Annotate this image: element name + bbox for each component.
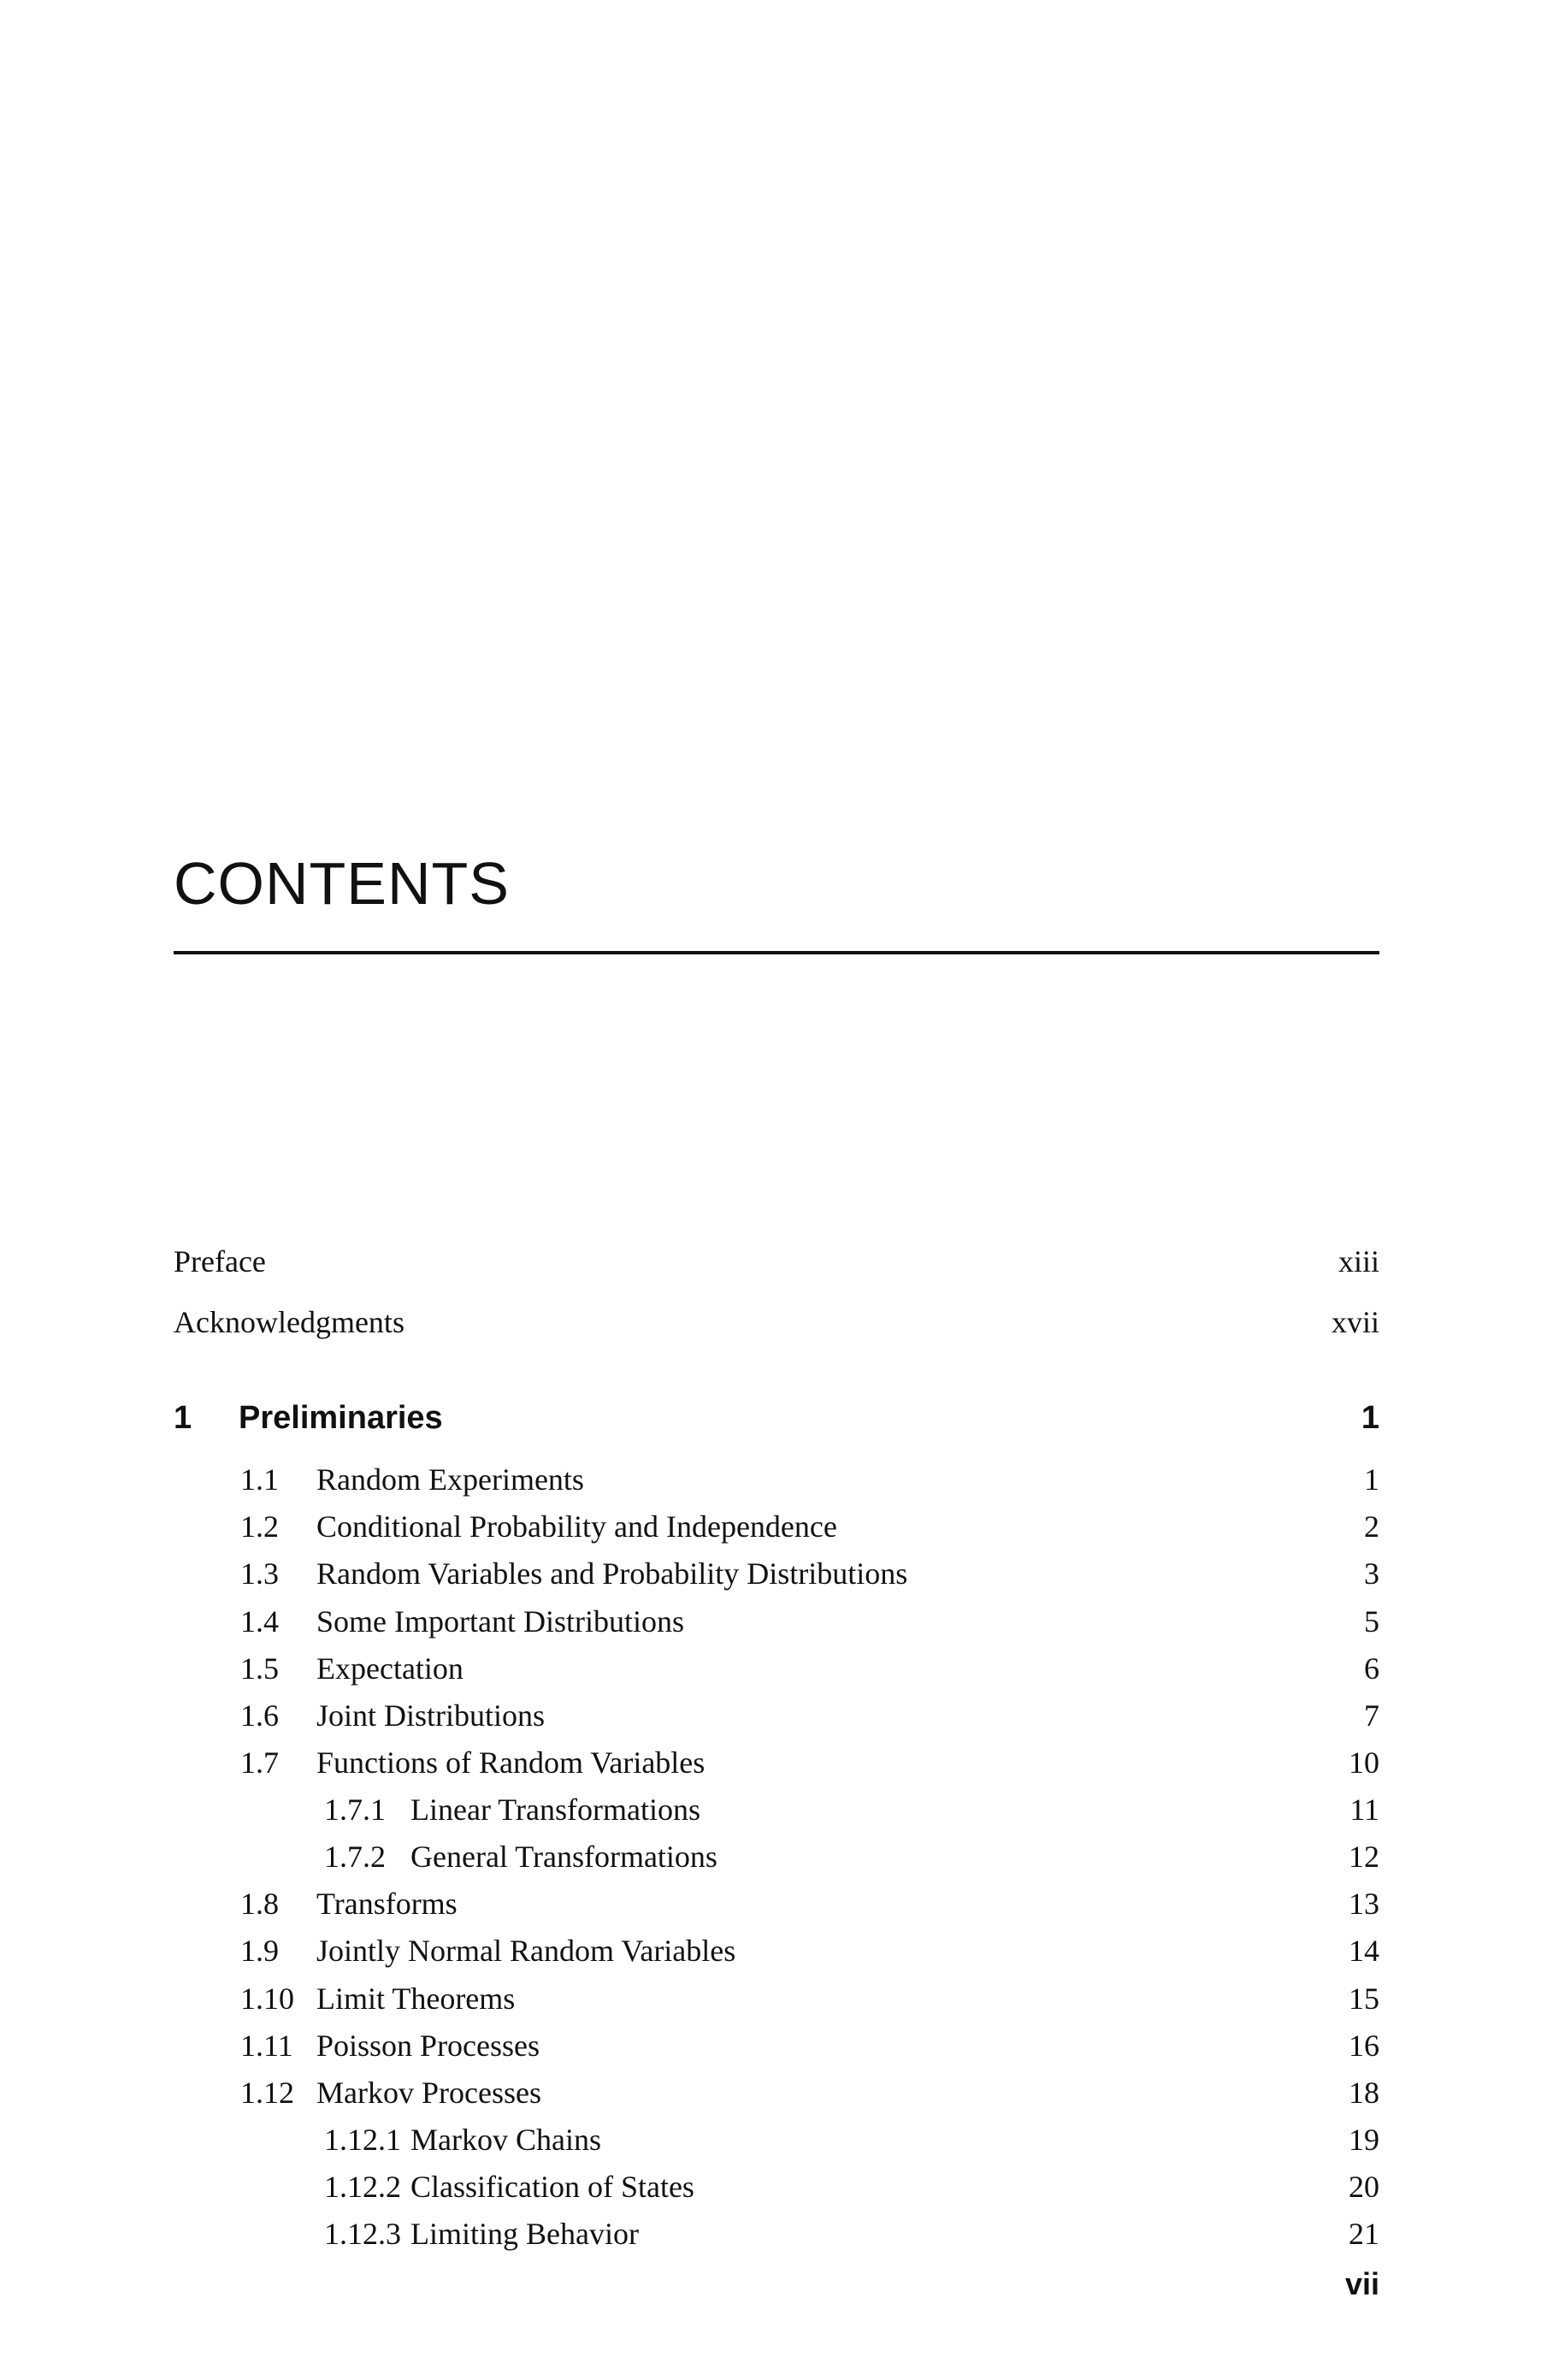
toc-section[interactable] xyxy=(174,1647,1379,1690)
section-page: 1 xyxy=(1364,1462,1379,1497)
section-title: Poisson Processes xyxy=(316,2029,540,2063)
section-title: Random Variables and Probability Distributions xyxy=(316,1556,908,1591)
section-page: 10 xyxy=(1349,1745,1379,1780)
section-title: Functions of Random Variables xyxy=(316,1745,706,1780)
subsection-title: Limiting Behavior xyxy=(410,2217,639,2251)
section-page: 5 xyxy=(1364,1604,1379,1639)
toc-entry-page: xiii xyxy=(1337,1244,1379,1279)
toc-subsection[interactable] xyxy=(174,2165,1379,2208)
toc-section[interactable] xyxy=(174,1882,1379,1925)
subsection-number: 1.12.1 xyxy=(324,2123,401,2157)
section-page: 3 xyxy=(1364,1556,1379,1591)
section-number: 1.6 xyxy=(240,1698,279,1733)
section-number: 1.12 xyxy=(240,2076,294,2110)
section-title: Markov Processes xyxy=(316,2076,541,2110)
toc-subsection[interactable] xyxy=(174,2118,1379,2161)
section-title: Joint Distributions xyxy=(316,1698,546,1733)
toc-section[interactable] xyxy=(174,2071,1379,2114)
section-number: 1.2 xyxy=(240,1509,279,1544)
section-title: Jointly Normal Random Variables xyxy=(316,1934,736,1968)
section-number: 1.3 xyxy=(240,1556,279,1591)
section-title: Conditional Probability and Independence xyxy=(316,1509,837,1544)
chapter-page: 1 xyxy=(1361,1400,1379,1436)
toc-section[interactable] xyxy=(174,1977,1379,2020)
section-number: 1.8 xyxy=(240,1887,279,1921)
section-number: 1.7 xyxy=(240,1745,279,1780)
section-page: 15 xyxy=(1349,1981,1379,2016)
toc-section[interactable] xyxy=(174,2024,1379,2067)
subsection-page: 12 xyxy=(1349,1840,1379,1874)
section-number: 1.5 xyxy=(240,1651,279,1686)
toc-entry-preface[interactable] xyxy=(174,1240,1379,1283)
subsection-page: 21 xyxy=(1349,2217,1379,2251)
toc-chapter-1[interactable] xyxy=(174,1397,1379,1439)
toc-entry-page: xvii xyxy=(1331,1305,1379,1339)
section-title: Some Important Distributions xyxy=(316,1604,684,1639)
toc-subsection[interactable] xyxy=(174,1835,1379,1878)
subsection-number: 1.7.2 xyxy=(324,1840,386,1874)
section-number: 1.1 xyxy=(240,1462,279,1497)
subsection-page: 19 xyxy=(1349,2123,1379,2157)
section-page: 13 xyxy=(1349,1887,1379,1921)
subsection-title: Markov Chains xyxy=(410,2123,601,2157)
toc-section[interactable] xyxy=(174,1552,1379,1595)
section-title: Transforms xyxy=(316,1887,458,1921)
section-page: 14 xyxy=(1349,1934,1379,1968)
page-title: CONTENTS xyxy=(174,850,510,917)
toc-section[interactable] xyxy=(174,1929,1379,1972)
section-page: 7 xyxy=(1364,1698,1379,1733)
toc-entry-acknowledgments[interactable] xyxy=(174,1301,1379,1344)
toc-section[interactable] xyxy=(174,1741,1379,1784)
toc-section[interactable] xyxy=(174,1600,1379,1643)
section-title: Expectation xyxy=(316,1651,464,1686)
section-page: 6 xyxy=(1364,1651,1379,1686)
heading-rule xyxy=(174,951,1379,954)
section-number: 1.11 xyxy=(240,2029,293,2063)
page-number: vii xyxy=(1344,2266,1379,2301)
subsection-title: General Transformations xyxy=(410,1840,717,1874)
section-title: Limit Theorems xyxy=(316,1981,516,2016)
section-page: 16 xyxy=(1349,2029,1379,2063)
section-number: 1.10 xyxy=(240,1981,294,2016)
subsection-number: 1.12.3 xyxy=(324,2217,401,2251)
toc-subsection[interactable] xyxy=(174,1788,1379,1831)
subsection-number: 1.12.2 xyxy=(324,2170,401,2204)
chapter-title: Preliminaries xyxy=(239,1400,443,1436)
toc-subsection[interactable] xyxy=(174,2212,1379,2255)
section-number: 1.4 xyxy=(240,1604,279,1639)
section-page: 2 xyxy=(1364,1509,1379,1544)
subsection-number: 1.7.1 xyxy=(324,1792,386,1827)
subsection-title: Linear Transformations xyxy=(410,1792,700,1827)
subsection-page: 20 xyxy=(1349,2170,1379,2204)
chapter-number: 1 xyxy=(174,1400,192,1436)
section-page: 18 xyxy=(1349,2076,1379,2110)
subsection-title: Classification of States xyxy=(410,2170,694,2204)
toc-section[interactable] xyxy=(174,1694,1379,1737)
subsection-page: 11 xyxy=(1349,1792,1379,1827)
toc-entry-title: Acknowledgments xyxy=(174,1305,404,1339)
section-number: 1.9 xyxy=(240,1934,279,1968)
toc-entry-title: Preface xyxy=(174,1244,266,1279)
toc-section[interactable] xyxy=(174,1458,1379,1501)
section-title: Random Experiments xyxy=(316,1462,584,1497)
toc-section[interactable] xyxy=(174,1505,1379,1548)
